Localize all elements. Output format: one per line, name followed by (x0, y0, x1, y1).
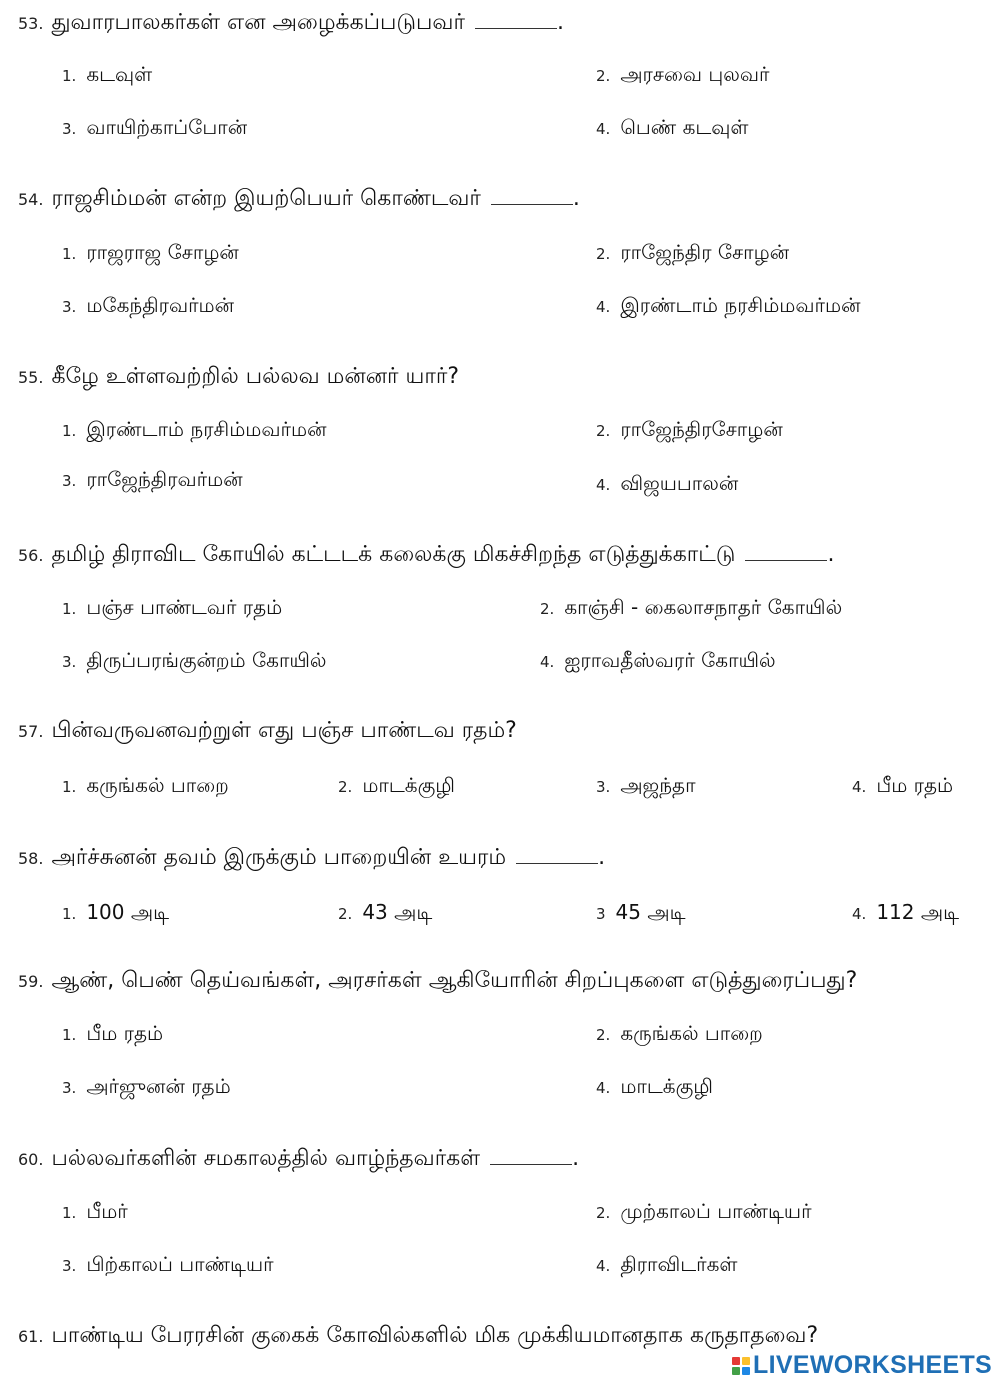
question-number: 58. (18, 849, 44, 868)
question-number: 53. (18, 14, 44, 33)
question-59 (18, 968, 857, 996)
option-53-1[interactable]: 1. கடவுள் (62, 62, 153, 86)
option-60-2[interactable]: 2. முற்காலப் பாண்டியர் (596, 1199, 812, 1223)
option-53-4[interactable]: 4. பெண் கடவுள் (596, 115, 749, 139)
question-text: பல்லவர்களின் சமகாலத்தில் வாழ்ந்தவர்கள் (51, 1146, 481, 1171)
option-53-3[interactable]: 3. வாயிற்காப்போன் (62, 115, 248, 139)
option-60-1[interactable]: 1. பீமர் (62, 1199, 128, 1223)
question-58: 58. அர்ச்சுனன் தவம் இருக்கும் பாறையின் உயரம் . (18, 845, 606, 870)
question-53: 53. துவாரபாலகர்கள் என அழைக்கப்படுபவர் . (18, 10, 564, 35)
question-56: 56. தமிழ் திராவிட கோயில் கட்டடக் கலைக்கு மிகச்சிறந்த எடுத்துக்காட்டு . (18, 542, 835, 567)
question-text: ஆண், பெண் தெய்வங்கள், அரசர்கள் ஆகியோரின் சிறப்புகளை எடுத்துரைப்பது? (51, 968, 858, 993)
option-57-3[interactable]: 3. அஜந்தா (596, 773, 696, 797)
option-58-3[interactable]: 3 45 அடி (596, 900, 686, 924)
question-number: 60. (18, 1150, 44, 1169)
question-number: 54. (18, 190, 44, 209)
option-56-3[interactable]: 3. திருப்பரங்குன்றம் கோயில் (62, 648, 327, 672)
option-55-2[interactable]: 2. ராஜேந்திரசோழன் (596, 417, 783, 441)
question-number: 59. (18, 972, 44, 991)
answer-blank (475, 24, 557, 29)
question-text: ராஜசிம்மன் என்ற இயற்பெயர் கொண்டவர் (51, 186, 481, 211)
question-number: 57. (18, 722, 44, 741)
option-53-2[interactable]: 2. அரசவை புலவர் (596, 62, 770, 86)
question-60: 60. பல்லவர்களின் சமகாலத்தில் வாழ்ந்தவர்கள் . (18, 1146, 580, 1171)
answer-blank (745, 556, 827, 561)
option-59-4[interactable]: 4. மாடக்குழி (596, 1074, 713, 1098)
liveworksheets-logo-icon (732, 1357, 750, 1375)
option-57-1[interactable]: 1. கருங்கல் பாறை (62, 773, 229, 797)
question-55 (18, 364, 459, 392)
option-59-2[interactable]: 2. கருங்கல் பாறை (596, 1021, 763, 1045)
question-text: அர்ச்சுனன் தவம் இருக்கும் பாறையின் உயரம் (51, 845, 507, 870)
watermark-text: LIVEWORKSHEETS (753, 1351, 992, 1379)
question-text: பின்வருவனவற்றுள் எது பஞ்ச பாண்டவ ரதம்? (51, 718, 517, 743)
question-61 (18, 1323, 818, 1351)
option-60-3[interactable]: 3. பிற்காலப் பாண்டியர் (62, 1252, 274, 1276)
option-60-4[interactable]: 4. திராவிடர்கள் (596, 1252, 738, 1276)
question-text: தமிழ் திராவிட கோயில் கட்டடக் கலைக்கு மிகச்சிறந்த எடுத்துக்காட்டு (51, 542, 736, 567)
liveworksheets-watermark (732, 1351, 992, 1380)
option-57-4[interactable]: 4. பீம ரதம் (852, 773, 954, 797)
answer-blank (491, 200, 573, 205)
option-58-4[interactable]: 4. 112 அடி (852, 900, 959, 924)
option-56-2[interactable]: 2. காஞ்சி - கைலாசநாதர் கோயில் (540, 595, 843, 619)
option-56-1[interactable]: 1. பஞ்ச பாண்டவர் ரதம் (62, 595, 283, 619)
option-54-1[interactable]: 1. ராஜராஜ சோழன் (62, 240, 239, 264)
option-58-2[interactable]: 2. 43 அடி (338, 900, 433, 924)
answer-blank (516, 859, 598, 864)
question-text: கீழே உள்ளவற்றில் பல்லவ மன்னர் யார்? (51, 364, 460, 389)
answer-blank (490, 1160, 572, 1165)
option-54-4[interactable]: 4. இரண்டாம் நரசிம்மவர்மன் (596, 293, 861, 317)
question-text: பாண்டிய பேரரசின் குகைக் கோவில்களில் மிக முக்கியமானதாக கருதாதவை? (51, 1323, 819, 1348)
option-56-4[interactable]: 4. ஐராவதீஸ்வரர் கோயில் (540, 648, 776, 672)
option-54-2[interactable]: 2. ராஜேந்திர சோழன் (596, 240, 790, 264)
question-57 (18, 718, 517, 746)
question-number: 56. (18, 546, 44, 565)
question-text: துவாரபாலகர்கள் என அழைக்கப்படுபவர் (51, 10, 465, 35)
option-55-4[interactable]: 4. விஜயபாலன் (596, 471, 739, 495)
option-59-3[interactable]: 3. அர்ஜுனன் ரதம் (62, 1074, 231, 1098)
option-59-1[interactable]: 1. பீம ரதம் (62, 1021, 164, 1045)
option-55-1[interactable]: 1. இரண்டாம் நரசிம்மவர்மன் (62, 417, 327, 441)
question-number: 61. (18, 1327, 44, 1346)
option-57-2[interactable]: 2. மாடக்குழி (338, 773, 455, 797)
question-54: 54. ராஜசிம்மன் என்ற இயற்பெயர் கொண்டவர் . (18, 186, 580, 211)
question-number: 55. (18, 368, 44, 387)
option-58-1[interactable]: 1. 100 அடி (62, 900, 169, 924)
option-55-3[interactable]: 3. ராஜேந்திரவர்மன் (62, 467, 243, 491)
option-54-3[interactable]: 3. மகேந்திரவர்மன் (62, 293, 235, 317)
